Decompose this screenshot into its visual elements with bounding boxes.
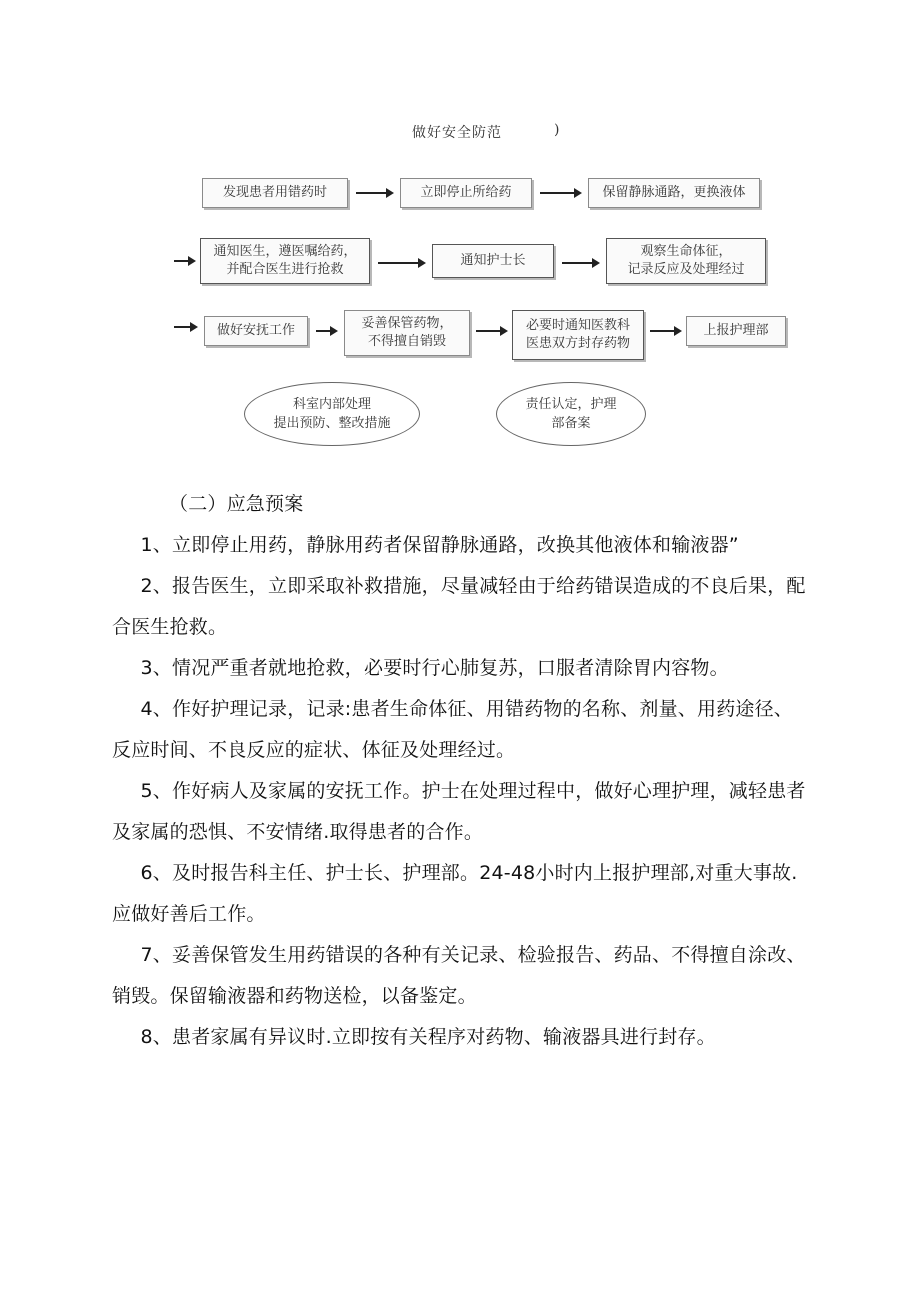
flow-arrow [356,192,392,194]
flow-step-keep-iv: 保留静脉通路，更换液体 [588,178,760,208]
flow-step-seal-drugs: 必要时通知医教科 医患双方封存药物 [512,310,644,360]
plan-item: 5、作好病人及家属的安抚工作。护士在处理过程中，做好心理护理，减轻患者及家属的恐惧、不安情绪.取得患者的合作。 [112,780,806,843]
plan-item: 7、妥善保管发生用药错误的各种有关记录、检验报告、药品、不得擅自涂改、销毁。保留输液器和药物送检，以备鉴定。 [112,944,806,1007]
emergency-plan-section [112,484,812,1058]
flow-arrow [476,330,506,332]
plan-item: 6、及时报告科主任、护士长、护理部。24-48小时内上报护理部,对重大事故.应做好善后工作。 [112,862,798,925]
flow-step-keep-drugs: 妥善保管药物， 不得擅自销毁 [344,310,470,356]
flow-ellipse-responsibility: 责任认定，护理 部备案 [496,382,646,446]
plan-item: 8、患者家属有异议时.立即按有关程序对药物、输液器具进行封存。 [140,1026,716,1048]
flow-arrow [650,330,680,332]
section-heading: （二）应急预案 [169,493,304,515]
flow-step-notify-doctor: 通知医生，遵医嘱给药， 并配合医生进行抢救 [200,238,370,284]
flow-step-notify-head-nurse: 通知护士长 [432,244,554,278]
caption-paren: ) [554,122,560,138]
plan-item: 2、报告医生，立即采取补救措施，尽量减轻由于给药错误造成的不良后果，配合医生抢救。 [112,575,806,638]
flow-step-stop-drug: 立即停止所给药 [400,178,532,208]
caption-text: 做好安全防范 [412,125,502,141]
flow-ellipse-internal: 科室内部处理 提出预防、整改措施 [244,382,420,446]
flow-arrow [562,262,598,264]
flow-arrow [378,262,424,264]
plan-item: 3、情况严重者就地抢救，必要时行心肺复苏，口服者清除胃内容物。 [140,657,729,679]
flow-step-comfort: 做好安抚工作 [204,316,308,346]
flow-step-observe-vitals: 观察生命体征， 记录反应及处理经过 [606,238,766,284]
flowchart-caption [0,120,920,142]
flow-arrow [174,260,194,262]
flow-arrow [540,192,580,194]
plan-item: 4、作好护理记录，记录:患者生命体征、用错药物的名称、剂量、用药途径、反应时间、不良反应的症状、体征及处理经过。 [112,698,793,761]
medication-error-flowchart [170,168,790,458]
flow-arrow [174,326,196,328]
plan-item: 1、立即停止用药，静脉用药者保留静脉通路，改换其他液体和输液器” [140,534,739,556]
flow-arrow [316,330,336,332]
flow-step-discover: 发现患者用错药时 [202,178,348,208]
flow-step-report-nursing: 上报护理部 [686,316,786,346]
